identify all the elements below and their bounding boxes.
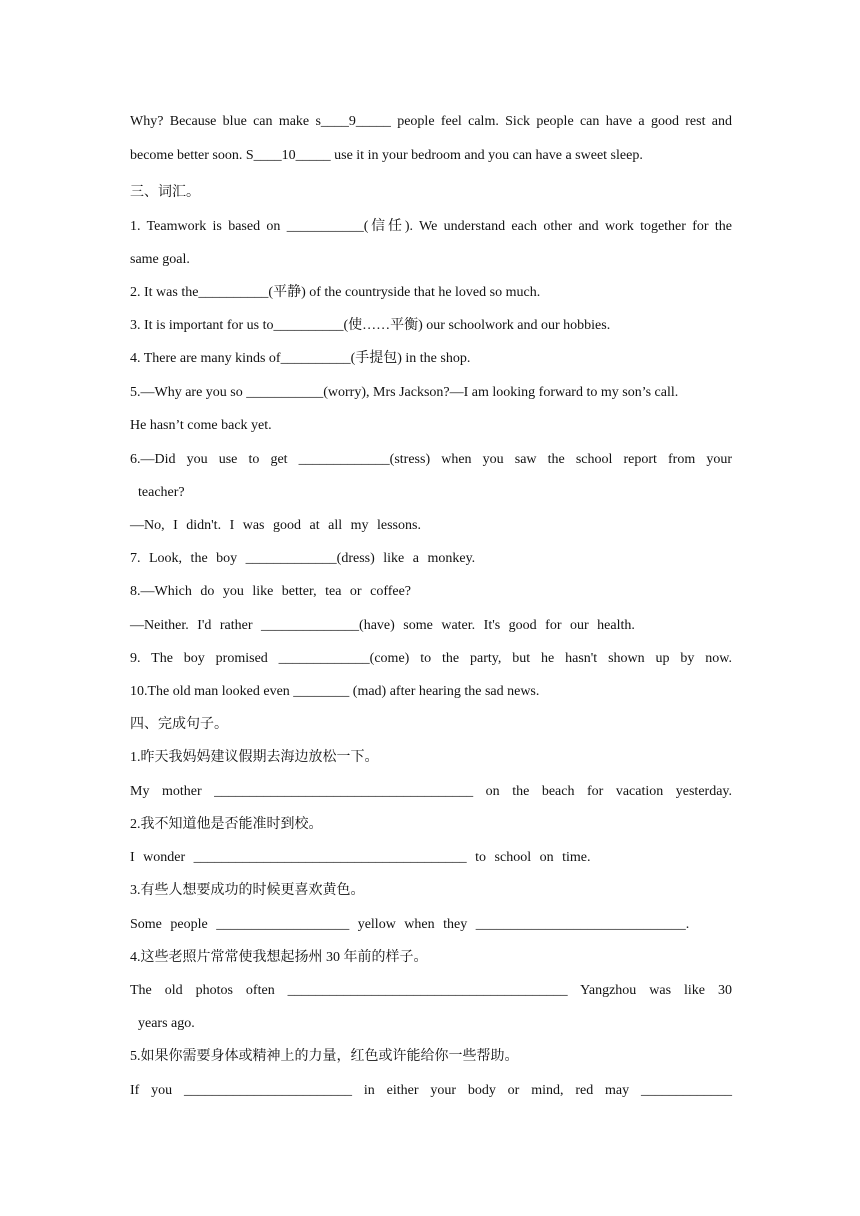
vocab-question-5: 5.—Why are you so ___________(worry), Mrs Jackson?—I am looking forward to my son’s call. bbox=[130, 385, 679, 400]
passage-line-1: Why? Because blue can make s____9_____ people feel calm. Sick people can have a good rest and bbox=[130, 114, 732, 129]
vocab-question-2: 2. It was the__________(平静) of the countryside that he loved so much. bbox=[130, 285, 541, 300]
sentence-5-english: If you ________________________ in either your body or mind, red may _____________ bbox=[130, 1083, 732, 1098]
sentence-5-chinese: 5.如果你需要身体或精神上的力量，红色或许能给你一些帮助。 bbox=[130, 1049, 519, 1064]
sentence-2-english: I wonder _______________________________________ to school on time. bbox=[130, 850, 591, 865]
sentence-2-chinese: 2.我不知道他是否能准时到校。 bbox=[130, 817, 323, 832]
vocab-question-6-cont: teacher? bbox=[138, 485, 185, 500]
vocab-question-8: 8.—Which do you like better, tea or coffee? bbox=[130, 584, 412, 599]
sentence-1-chinese: 1.昨天我妈妈建议假期去海边放松一下。 bbox=[130, 750, 379, 765]
vocab-question-4: 4. There are many kinds of__________(手提包) in the shop. bbox=[130, 351, 471, 366]
sentence-1-english: My mother _____________________________________ on the beach for vacation yesterday. bbox=[130, 784, 732, 799]
vocab-question-9: 9. The boy promised _____________(come) to the party, but he hasn't shown up by now. bbox=[130, 651, 732, 666]
passage-line-2: become better soon. S____10_____ use it in your bedroom and you can have a sweet sleep. bbox=[130, 148, 643, 163]
sentence-4-english: The old photos often ________________________________________ Yangzhou was like 30 bbox=[130, 983, 732, 998]
sentence-4-english-cont: years ago. bbox=[138, 1016, 195, 1031]
vocab-question-7: 7. Look, the boy _____________(dress) like a monkey. bbox=[130, 551, 476, 566]
sentence-3-english: Some people ___________________ yellow when they ______________________________. bbox=[130, 917, 690, 932]
vocab-question-6-answer: —No, I didn't. I was good at all my lessons. bbox=[130, 518, 421, 533]
section-heading-vocabulary: 三、词汇。 bbox=[130, 185, 200, 200]
sentence-4-chinese: 4.这些老照片常常使我想起扬州 30 年前的样子。 bbox=[130, 950, 428, 965]
sentence-3-chinese: 3.有些人想要成功的时候更喜欢黄色。 bbox=[130, 883, 365, 898]
vocab-question-6: 6.—Did you use to get _____________(stress) when you saw the school report from your bbox=[130, 452, 732, 467]
vocab-question-1-cont: same goal. bbox=[130, 252, 190, 267]
vocab-question-5-cont: He hasn’t come back yet. bbox=[130, 418, 272, 433]
vocab-question-1: 1. Teamwork is based on ___________(信任). We understand each other and work together for the bbox=[130, 219, 732, 234]
vocab-question-10: 10.The old man looked even ________ (mad) after hearing the sad news. bbox=[130, 684, 540, 699]
section-heading-sentences: 四、完成句子。 bbox=[130, 717, 228, 732]
vocab-question-8-answer: —Neither. I'd rather ______________(have) some water. It's good for our health. bbox=[130, 618, 635, 633]
vocab-question-3: 3. It is important for us to__________(使……平衡) our schoolwork and our hobbies. bbox=[130, 318, 611, 333]
